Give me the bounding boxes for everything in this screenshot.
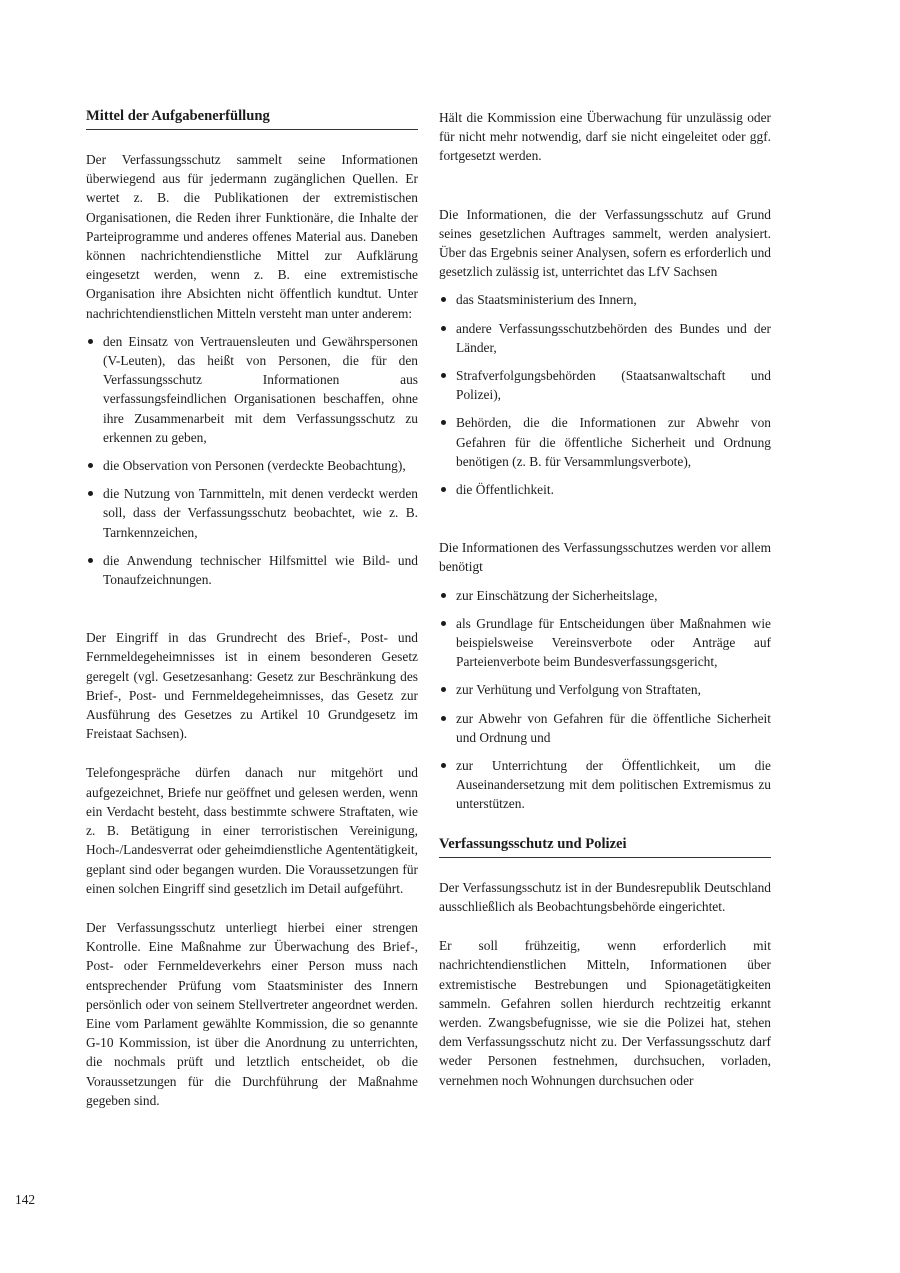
list-item: Strafverfolgungsbehörden (Staatsanwaltschaft und Polizei), xyxy=(439,366,771,404)
list-item: zur Abwehr von Gefahren für die öffentliche Sicherheit und Ordnung und xyxy=(439,709,771,747)
list-item: zur Verhütung und Verfolgung von Straftaten, xyxy=(439,680,771,699)
section-heading-polizei: Verfassungsschutz und Polizei xyxy=(439,834,771,858)
list-item: die Nutzung von Tarnmitteln, mit denen verdeckt werden soll, dass der Verfassungsschutz beobachtet, wie z. B. Tarnkennzeichen, xyxy=(86,484,418,542)
list-item: die Öffentlichkeit. xyxy=(439,480,771,499)
paragraph: Die Informationen des Verfassungsschutzes werden vor allem benötigt xyxy=(439,540,771,575)
paragraph: Hält die Kommission eine Überwachung für unzulässig oder für nicht mehr notwendig, darf sie nicht eingeleitet oder ggf. fortgesetzt werden. xyxy=(439,110,771,164)
paragraph: Er soll frühzeitig, wenn erforderlich mit nachrichtendienstlichen Mitteln, Informationen über extremistische Bestrebungen und Spionagetätigkeiten sammeln. Gefahren sollen hierdurch rechtzeitig erkannt werden. Zwangsbefugnisse, wie sie die Polizei hat, stehen dem Verfassungsschutz nicht zu. Der Verfassungsschutz darf weder Personen festnehmen, durchsuchen, vorladen, vernehmen noch Wohnungen durchsuchen oder xyxy=(439,938,771,1088)
left-column xyxy=(86,106,418,1110)
list-item: zur Unterrichtung der Öffentlichkeit, um die Auseinandersetzung mit dem politischen Extremismus zu unterstützen. xyxy=(439,756,771,814)
paragraph: Der Verfassungsschutz ist in der Bundesrepublik Deutschland ausschließlich als Beobachtungsbehörde eingerichtet. xyxy=(439,879,771,914)
paragraph: Telefongespräche dürfen danach nur mitgehört und aufgezeichnet, Briefe nur geöffnet und gelesen werden, wenn ein Verdacht besteht, dass bestimmte schwere Straftaten, wie z. B. Betätigung in einer terroristischen Vereinigung, Hoch-/Landesverrat oder geheimdienstliche Agententätigkeit, geplant sind oder begangen wurden. Die Voraussetzungen für einen solchen Eingriff sind gesetzlich im Detail aufgeführt. xyxy=(86,765,418,896)
list-item: die Anwendung technischer Hilfsmittel wie Bild- und Tonaufzeichnungen. xyxy=(86,551,418,589)
paragraph: Die Informationen, die der Verfassungsschutz auf Grund seines gesetzlichen Auftrages sammelt, werden analysiert. Über das Ergebnis seiner Analysen, sofern es erforderlich und gesetzlich zulässig ist, unterrichtet das LfV Sachsen xyxy=(439,206,771,280)
list-item: als Grundlage für Entscheidungen über Maßnahmen wie beispielsweise Vereinsverbote oder Anträge auf Parteienverbote beim Bundesverfassungsgericht, xyxy=(439,614,771,672)
paragraph: Der Verfassungsschutz sammelt seine Informationen überwiegend aus für jedermann zugänglichen Quellen. Er wertet z. B. die Publikationen der extremistischen Organisationen, die Reden ihrer Funktionäre, die Inhalte der Parteiprogramme und anderes offenes Material aus. Daneben können nachrichtendienstliche Mittel zur Aufklärung eingesetzt werden, wenn z. B. eine extremistische Organisation ihre Absichten nicht öffentlich kundtut. Unter nachrichtendienstlichen Mitteln versteht man unter anderem: xyxy=(86,152,418,321)
paragraph: Der Eingriff in das Grundrecht des Brief-, Post- und Fernmeldegeheimnisses ist in einem besonderen Gesetz geregelt (vgl. Gesetzesanhang: Gesetz zur Beschränkung des Brief-, Post- und Fernmeldegeheimnisses, das Gesetz zur Ausführung des Gesetzes zu Artikel 10 Grundgesetz im Freistaat Sachsen). xyxy=(86,630,418,742)
list-item: andere Verfassungsschutzbehörden des Bundes und der Länder, xyxy=(439,319,771,357)
bullet-list xyxy=(439,290,771,499)
page-number: 142 xyxy=(15,1192,36,1207)
bullet-list xyxy=(86,332,418,589)
right-column xyxy=(439,108,771,1090)
list-item: Behörden, die die Informationen zur Abwehr von Gefahren für die öffentliche Sicherheit und Ordnung benötigen (z. B. für Versammlungsverbote), xyxy=(439,413,771,471)
section-heading-mittel: Mittel der Aufgabenerfüllung xyxy=(86,106,418,130)
list-item: die Observation von Personen (verdeckte Beobachtung), xyxy=(86,456,418,475)
bullet-list xyxy=(439,586,771,814)
list-item: das Staatsministerium des Innern, xyxy=(439,290,771,309)
list-item: zur Einschätzung der Sicherheitslage, xyxy=(439,586,771,605)
paragraph: Der Verfassungsschutz unterliegt hierbei einer strengen Kontrolle. Eine Maßnahme zur Überwachung des Brief-, Post- oder Fernmeldeverkehrs einer Person muss nach entsprechender Prüfung vom Staatsminister des Innern persönlich oder von seinem Stellvertreter angeordnet werden. Eine vom Parlament gewählte Kommission, die so genannte G-10 Kommission, ist über die Anordnung zu unterrichten, die nochmals prüft und letztlich entscheidet, ob die Voraussetzungen für die Durchführung der Maßnahme gegeben sind. xyxy=(86,919,418,1108)
list-item: den Einsatz von Vertrauensleuten und Gewährspersonen (V-Leuten), das heißt von Personen, die für den Verfassungsschutz Informationen aus verfassungsfeindlichen Organisationen beschaffen, ohne ihre Zusammenarbeit mit dem Verfassungsschutz zu erkennen zu geben, xyxy=(86,332,418,447)
